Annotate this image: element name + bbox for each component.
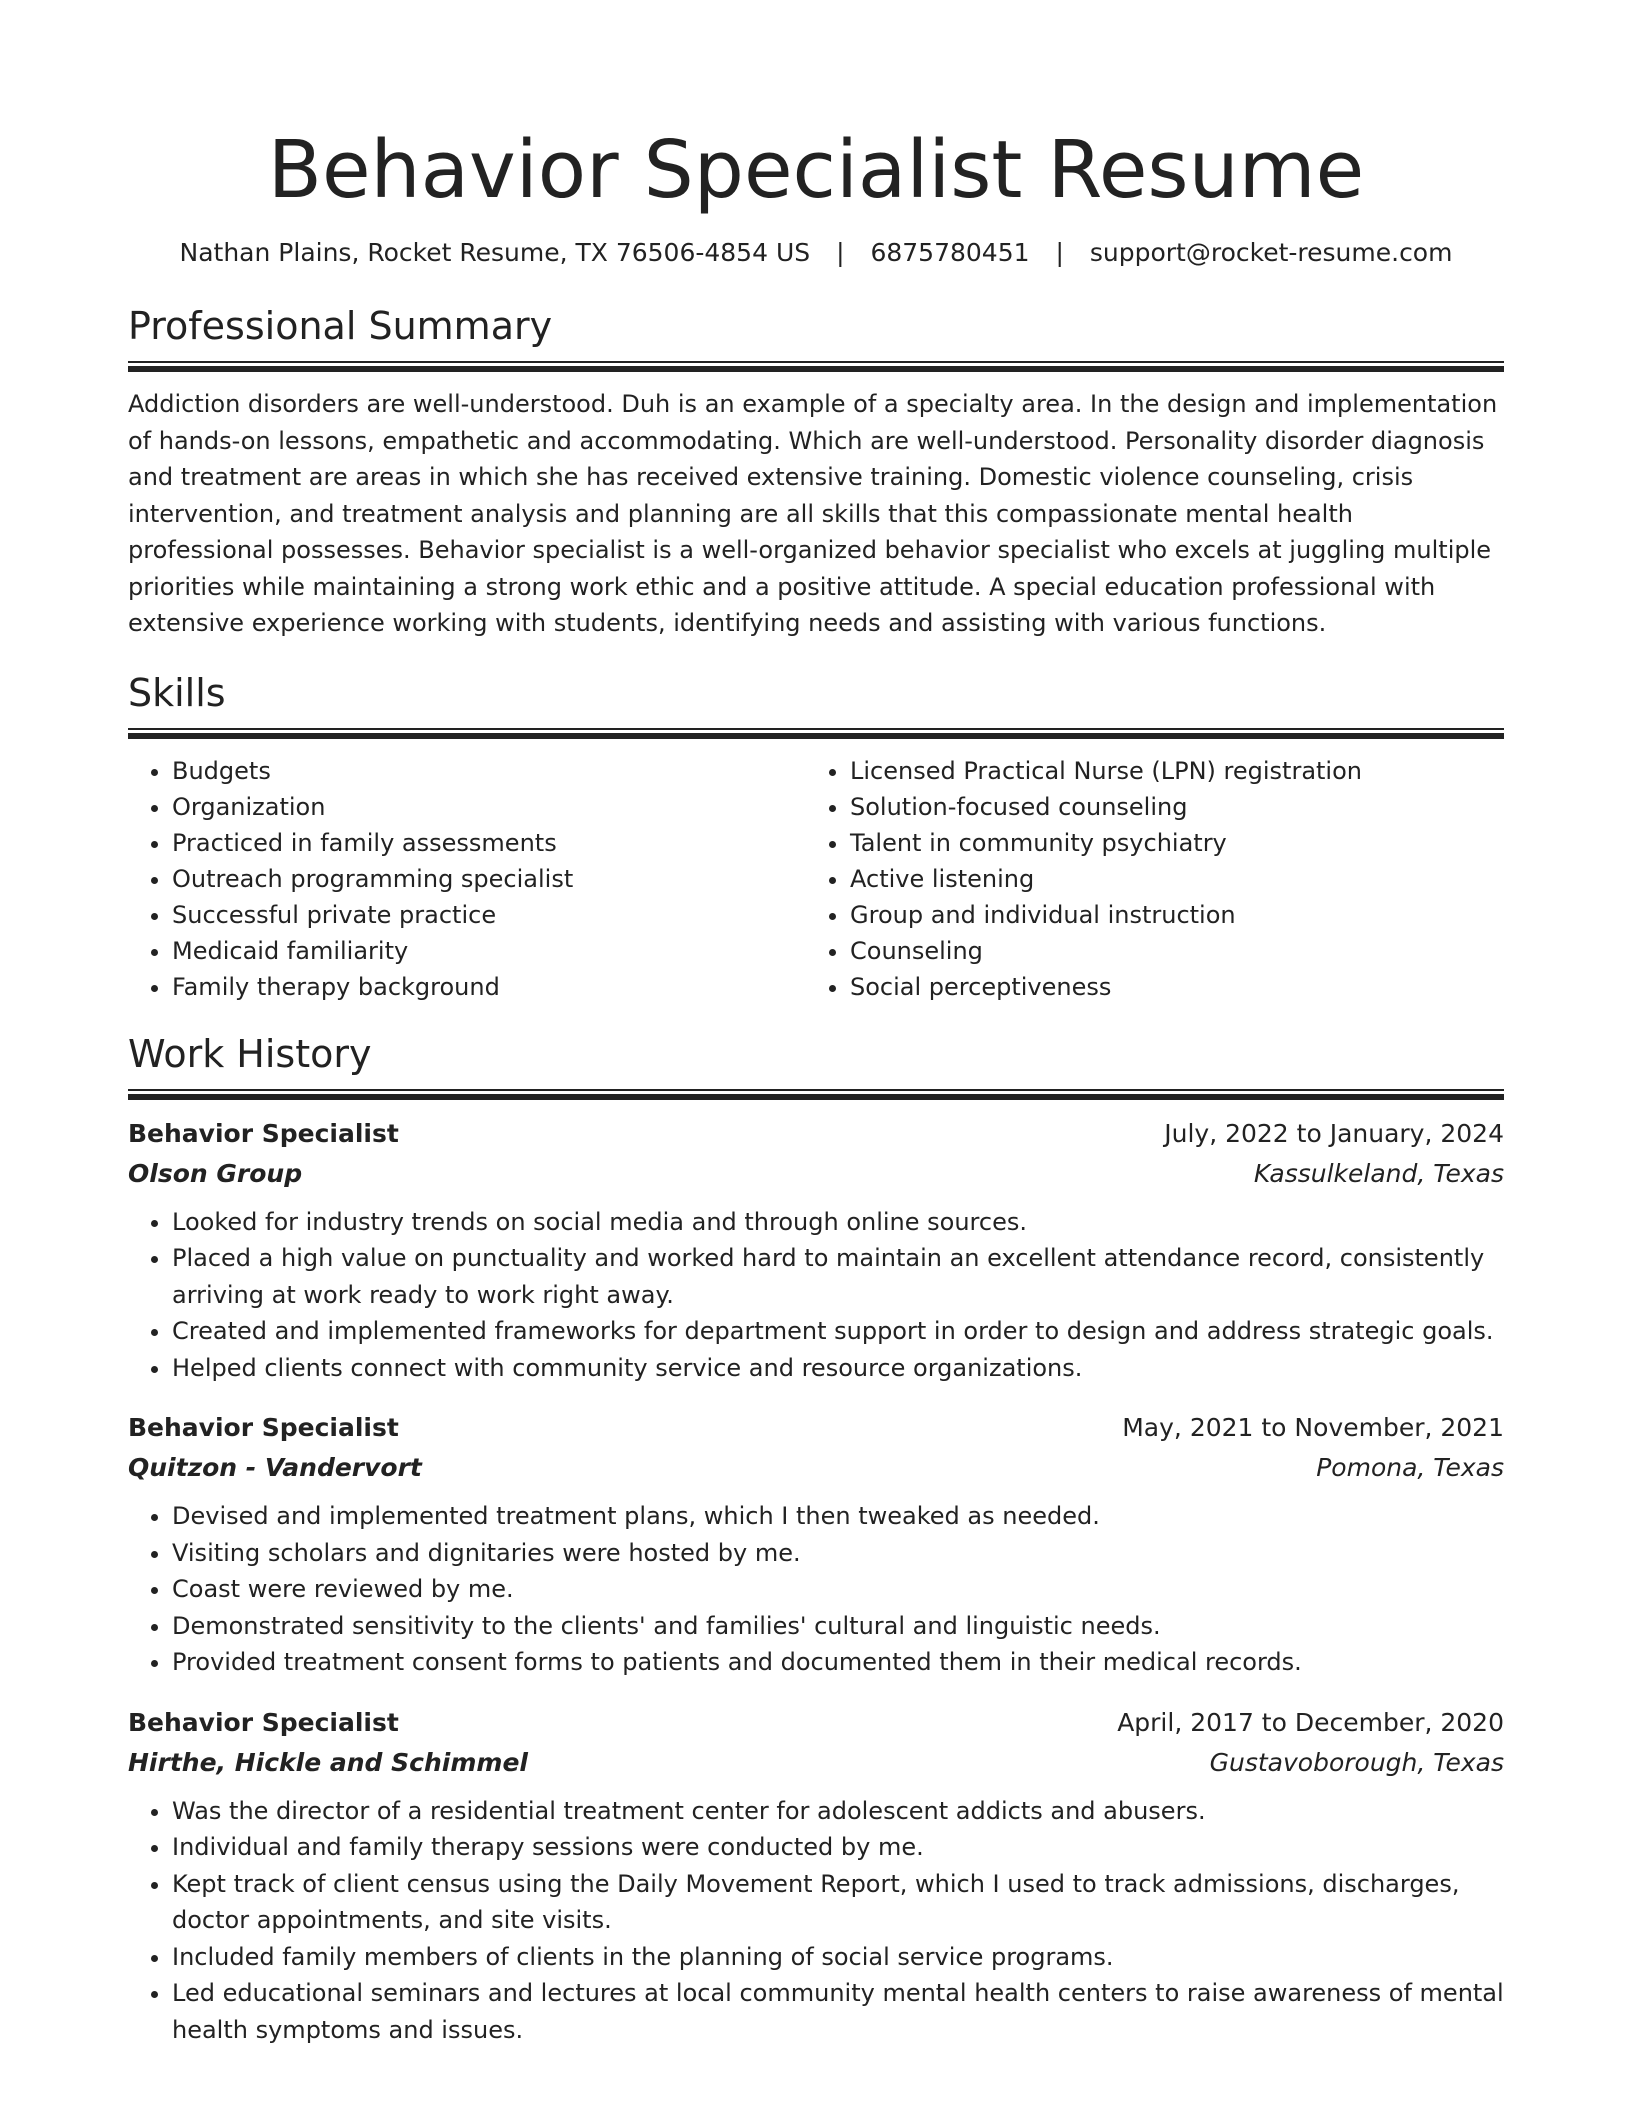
job-dates: May, 2021 to November, 2021 xyxy=(1122,1413,1504,1442)
job-bullet: • Included family members of clients in the planning of social service programs. xyxy=(172,1939,1504,1976)
skills-columns xyxy=(128,753,1504,1005)
skills-list-right xyxy=(806,753,1484,1005)
skills-list-left xyxy=(128,753,806,1005)
resume-page xyxy=(128,0,1504,2048)
skill-item: • Family therapy background xyxy=(172,969,806,1005)
skill-item: • Social perceptiveness xyxy=(850,969,1484,1005)
contact-line xyxy=(128,236,1504,270)
skill-item: • Licensed Practical Nurse (LPN) registration xyxy=(850,753,1484,789)
section-title-skills: Skills xyxy=(128,670,226,715)
job-header xyxy=(128,1408,1504,1448)
job-bullet: • Individual and family therapy sessions were conducted by me. xyxy=(172,1829,1504,1866)
job-subheader xyxy=(128,1154,1504,1194)
job-title: Behavior Specialist xyxy=(128,1707,399,1737)
section-title-summary: Professional Summary xyxy=(128,304,553,348)
job-bullets xyxy=(128,1204,1504,1387)
job-bullet: • Created and implemented frameworks for department support in order to design and address strategic goals. xyxy=(172,1313,1504,1350)
section-divider xyxy=(128,728,1504,739)
skill-item: • Organization xyxy=(172,789,806,825)
job-bullet: • Was the director of a residential treatment center for adolescent addicts and abusers. xyxy=(172,1793,1504,1830)
resume-title: Behavior Specialist Resume xyxy=(267,124,1365,216)
job-bullets xyxy=(128,1498,1504,1681)
job-location: Gustavoborough, Texas xyxy=(1209,1747,1504,1777)
skill-item: • Solution-focused counseling xyxy=(850,789,1484,825)
summary-section xyxy=(128,303,1504,642)
job-dates: July, 2022 to January, 2024 xyxy=(1164,1118,1504,1148)
skill-item: • Successful private practice xyxy=(172,897,806,933)
skill-item: • Outreach programming specialist xyxy=(172,861,806,897)
job-bullet: • Placed a high value on punctuality and worked hard to maintain an excellent attendance record, consistently arriving at work ready to work right away. xyxy=(172,1240,1504,1313)
job-title: Behavior Specialist xyxy=(128,1413,399,1442)
section-divider xyxy=(128,361,1504,372)
job-entry xyxy=(128,1114,1504,1387)
skill-item: • Talent in community psychiatry xyxy=(850,825,1484,861)
job-bullet: • Looked for industry trends on social media and through online sources. xyxy=(172,1204,1504,1241)
job-entry xyxy=(128,1408,1504,1681)
skill-item: • Practiced in family assessments xyxy=(172,825,806,861)
skill-item: • Medicaid familiarity xyxy=(172,933,806,969)
job-company: Hirthe, Hickle and Schimmel xyxy=(128,1747,528,1777)
job-subheader xyxy=(128,1743,1504,1783)
contact-email: support@rocket-resume.com xyxy=(1089,238,1453,267)
contact-address: Nathan Plains, Rocket Resume, TX 76506-4854 US xyxy=(179,238,811,267)
section-title-work: Work History xyxy=(128,1031,372,1076)
skill-item: • Active listening xyxy=(850,861,1484,897)
job-subheader xyxy=(128,1448,1504,1488)
job-title: Behavior Specialist xyxy=(128,1118,399,1148)
job-bullet: • Visiting scholars and dignitaries were hosted by me. xyxy=(172,1535,1504,1572)
skill-item: • Budgets xyxy=(172,753,806,789)
job-bullet: • Coast were reviewed by me. xyxy=(172,1571,1504,1608)
job-header xyxy=(128,1703,1504,1743)
job-entry xyxy=(128,1703,1504,2049)
job-company: Quitzon - Vandervort xyxy=(128,1453,422,1482)
work-history-section xyxy=(128,1031,1504,2049)
contact-separator: | xyxy=(836,238,845,267)
job-bullet: • Kept track of client census using the Daily Movement Report, which I used to track admissions, discharges, doctor appointments, and site visits. xyxy=(172,1866,1504,1939)
skill-item: • Counseling xyxy=(850,933,1484,969)
job-bullet: • Led educational seminars and lectures at local community mental health centers to raise awareness of mental health symptoms and issues. xyxy=(172,1975,1504,2048)
summary-text: Addiction disorders are well-understood. Duh is an example of a specialty area. In the design and implementation of hands-on lessons, empathetic and accommodating. Which are well-understood. Personality disorder diagnosis and treatment are areas in which she has received extensive training. Domestic violence counseling, crisis intervention, and treatment analysis and planning are all skills that this compassionate mental health professional possesses. Behavior specialist is a well-organized behavior specialist who excels at juggling multiple priorities while maintaining a strong work ethic and a positive attitude. A special education professional with extensive experience working with students, identifying needs and assisting with various functions. xyxy=(128,390,1498,637)
job-bullet: • Provided treatment consent forms to patients and documented them in their medical records. xyxy=(172,1644,1504,1681)
job-company: Olson Group xyxy=(128,1158,303,1188)
section-divider xyxy=(128,1089,1504,1100)
job-location: Kassulkeland, Texas xyxy=(1253,1158,1504,1188)
job-bullet: • Helped clients connect with community service and resource organizations. xyxy=(172,1350,1504,1387)
job-bullet: • Devised and implemented treatment plans, which I then tweaked as needed. xyxy=(172,1498,1504,1535)
job-location: Pomona, Texas xyxy=(1316,1453,1504,1482)
job-bullets xyxy=(128,1793,1504,2049)
contact-separator: | xyxy=(1055,238,1064,267)
job-dates: April, 2017 to December, 2020 xyxy=(1117,1707,1504,1737)
job-bullet: • Demonstrated sensitivity to the clients' and families' cultural and linguistic needs. xyxy=(172,1608,1504,1645)
contact-phone: 6875780451 xyxy=(870,238,1030,267)
job-header xyxy=(128,1114,1504,1154)
skill-item: • Group and individual instruction xyxy=(850,897,1484,933)
skills-section xyxy=(128,670,1504,1005)
